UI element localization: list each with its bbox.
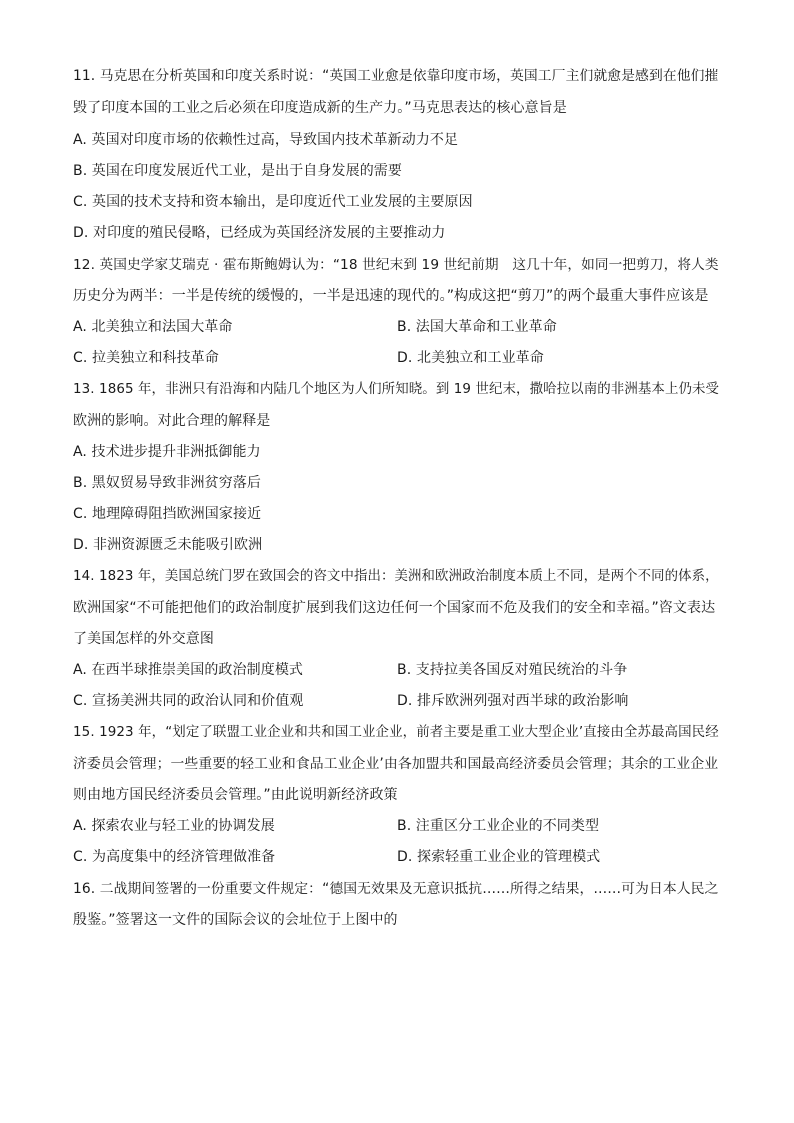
q11-option-c: C. 英国的技术支持和资本输出，是印度近代工业发展的主要原因 [73,194,473,210]
q13-option-d: D. 非洲资源匮乏未能吸引欧洲 [73,537,263,553]
q15-stem-line-3: 则由地方国民经济委员会管理。”由此说明新经济政策 [73,787,398,803]
q13-stem-line-1: 13. 1865 年，非洲只有沿海和内陆几个地区为人们所知晓。到 19 世纪末，撒哈拉以南的非洲基本上仍未受 [73,382,720,397]
q13-option-b: B. 黑奴贸易导致非洲贫穷落后 [73,475,262,491]
q15-stem-line-1: 15. 1923 年，“划定了联盟工业企业和共和国工业企业，前者主要是重工业大型企业’直接由全苏最高国民经 [73,725,719,740]
q12-option-a: A. 北美独立和法国大革命 [73,319,233,335]
q14-option-c: C. 宣扬美洲共同的政治认同和价值观 [73,693,304,709]
q12-option-b: B. 法国大革命和工业革命 [397,319,557,335]
q11-option-a: A. 英国对印度市场的依赖性过高，导致国内技术革新动力不足 [73,132,459,148]
q14-option-b: B. 支持拉美各国反对殖民统治的斗争 [397,662,628,678]
q14-stem-line-2: 欧洲国家“不可能把他们的政治制度扩展到我们这边任何一个国家而不危及我们的安全和幸福。”咨文表达 [73,600,716,616]
q12-stem-line-2: 历史分为两半：一半是传统的缓慢的，一半是迅速的现代的。”构成这把“剪刀”的两个最重大事件应该是 [73,288,709,304]
q11-option-d: D. 对印度的殖民侵略，已经成为英国经济发展的主要推动力 [73,225,446,241]
q12-option-c: C. 拉美独立和科技革命 [73,350,219,366]
q15-option-c: C. 为高度集中的经济管理做准备 [73,849,276,865]
q14-stem-line-3: 了美国怎样的外交意图 [73,631,214,647]
q16-stem-line-1: 16. 二战期间签署的一份重要文件规定：“德国无效果及无意识抵抗……所得之结果，……可为日本人民之 [73,881,719,897]
q16-stem-line-2: 殷鉴。”签署这一文件的国际会议的会址位于上图中的 [73,912,398,928]
q14-option-d: D. 排斥欧洲列强对西半球的政治影响 [397,693,629,709]
q15-stem-line-2: 济委员会管理；一些重要的轻工业和食品工业企业’由各加盟共和国最高经济委员会管理；其余的工业企业 [73,756,719,772]
q14-stem-line-1: 14. 1823 年，美国总统门罗在致国会的咨文中指出：美洲和欧洲政治制度本质上不同，是两个不同的体系， [73,569,719,584]
q11-stem-line-1: 11. 马克思在分析英国和印度关系时说：“英国工业愈是依靠印度市场，英国工厂主们就愈是感到在他们摧 [73,68,719,84]
q13-option-a: A. 技术进步提升非洲抵御能力 [73,444,261,460]
q13-option-c: C. 地理障碍阻挡欧洲国家接近 [73,506,262,522]
q11-stem-line-2: 毁了印度本国的工业之后必须在印度造成新的生产力。”马克思表达的核心意旨是 [73,100,567,116]
q11-option-b: B. 英国在印度发展近代工业，是出于自身发展的需要 [73,163,403,179]
q15-option-a: A. 探索农业与轻工业的协调发展 [73,818,275,834]
q14-option-a: A. 在西半球推崇美国的政治制度模式 [73,662,304,678]
q15-option-d: D. 探索轻重工业企业的管理模式 [397,849,601,865]
q12-stem-line-1: 12. 英国史学家艾瑞克 · 霍布斯鲍姆认为：“18 世纪末到 19 世纪前期 这几十年，如同一把剪刀，将人类 [73,257,719,273]
q12-option-d: D. 北美独立和工业革命 [397,350,544,366]
q15-option-b: B. 注重区分工业企业的不同类型 [397,818,600,834]
q13-stem-line-2: 欧洲的影响。对此合理的解释是 [73,413,271,429]
